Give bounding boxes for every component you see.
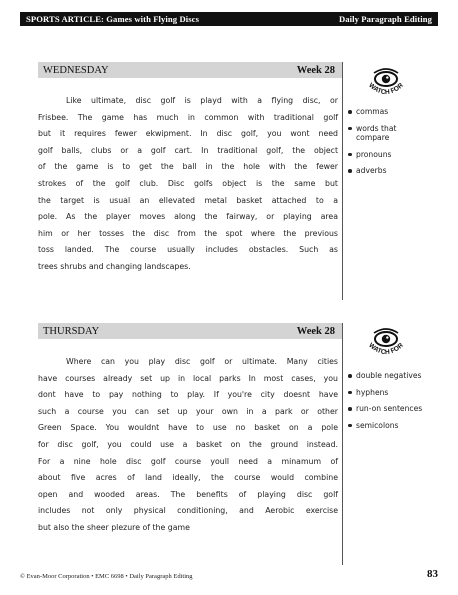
week-label: Week 28 [296,64,335,76]
thursday-paragraph [38,354,338,537]
paragraph-line: open and wooded areas. The benefits of playing disc golf [38,489,338,499]
week-label: Week 28 [296,325,335,337]
paragraph-line: but also the sheer plezure of the game [38,522,190,532]
paragraph-line: dont have to pay nothing to play. If you're city doesnt have [38,390,338,400]
paragraph-line: for disc golf, you could use a basket on the ground instead. [38,439,338,449]
thursday-section [38,323,428,565]
paragraph-line: trees shrubs and changing landscapes. [38,261,191,271]
paragraph-line: toss landed. The course usually includes obstacles. Such as [38,245,338,255]
watch-for-list [347,371,427,437]
paragraph-line: such a course you can set up your own in a park or other [38,406,338,416]
watch-for-icon [366,328,406,362]
paragraph-line: the target is usual an ellevated metal basket attached to a [38,195,338,205]
paragraph-line: Like ultimate, disc golf is playd with a flying disc, or [66,96,338,105]
paragraph-line: golf balls, clubs or a golf cart. In traditional golf, the object [38,145,338,155]
watch-for-label: WATCH FOR [367,341,405,357]
column-divider [342,62,343,300]
paragraph-line: Frisbee. The game has much in common with traditional golf [38,112,338,122]
day-label: THURSDAY [43,325,100,337]
page-number: 83 [427,568,438,580]
watch-for-label: WATCH FOR [367,81,405,97]
paragraph-line: of the game is to get the ball in the hole with the fewer [38,162,338,172]
list-item: hyphens [347,388,427,398]
list-item: semicolons [347,421,427,431]
watch-for-list [347,107,427,183]
wednesday-paragraph [38,93,338,276]
header-title: SPORTS ARTICLE: Games with Flying Discs [26,14,200,24]
paragraph-line: about five acres of land ideally, the course would combine [38,473,338,483]
paragraph-line: but it requires fewer ekwipment. In disc golf, you wont need [38,129,338,139]
paragraph-line: includes not only physical conditioning, and Aerobic exercise [38,506,338,516]
paragraph-line: For a nine hole disc golf course youll need a minamum of [38,456,338,466]
list-item: commas [347,107,427,117]
paragraph-line: have courses already set up in local parks In most cases, you [38,373,338,383]
copyright-footer: © Evan-Moor Corporation • EMC 6698 • Daily Paragraph Editing [20,573,193,580]
thursday-day-bar [38,323,342,339]
list-item: pronouns [347,150,427,160]
day-label: WEDNESDAY [43,64,109,76]
paragraph-line: strokes of the golf club. Disc golfs object is the same but [38,178,338,188]
paragraph-line: him or her tosses the disc from the spot where the previous [38,228,338,238]
page-header [20,12,438,26]
column-divider [342,323,343,565]
paragraph-line: Green Space. You wouldnt have to use no basket on a pole [38,423,338,433]
paragraph-line: Where can you play disc golf or ultimate. Many cities [66,357,338,366]
paragraph-line: pole. As the player moves along the fairway, or playing area [38,212,338,222]
list-item: adverbs [347,166,427,176]
list-item: words that compare [347,124,427,143]
header-book-title: Daily Paragraph Editing [338,14,432,24]
wednesday-section [38,62,428,300]
list-item: double negatives [347,371,427,381]
list-item: run-on sentences [347,404,427,414]
watch-for-icon [366,68,406,102]
wednesday-day-bar [38,62,342,78]
